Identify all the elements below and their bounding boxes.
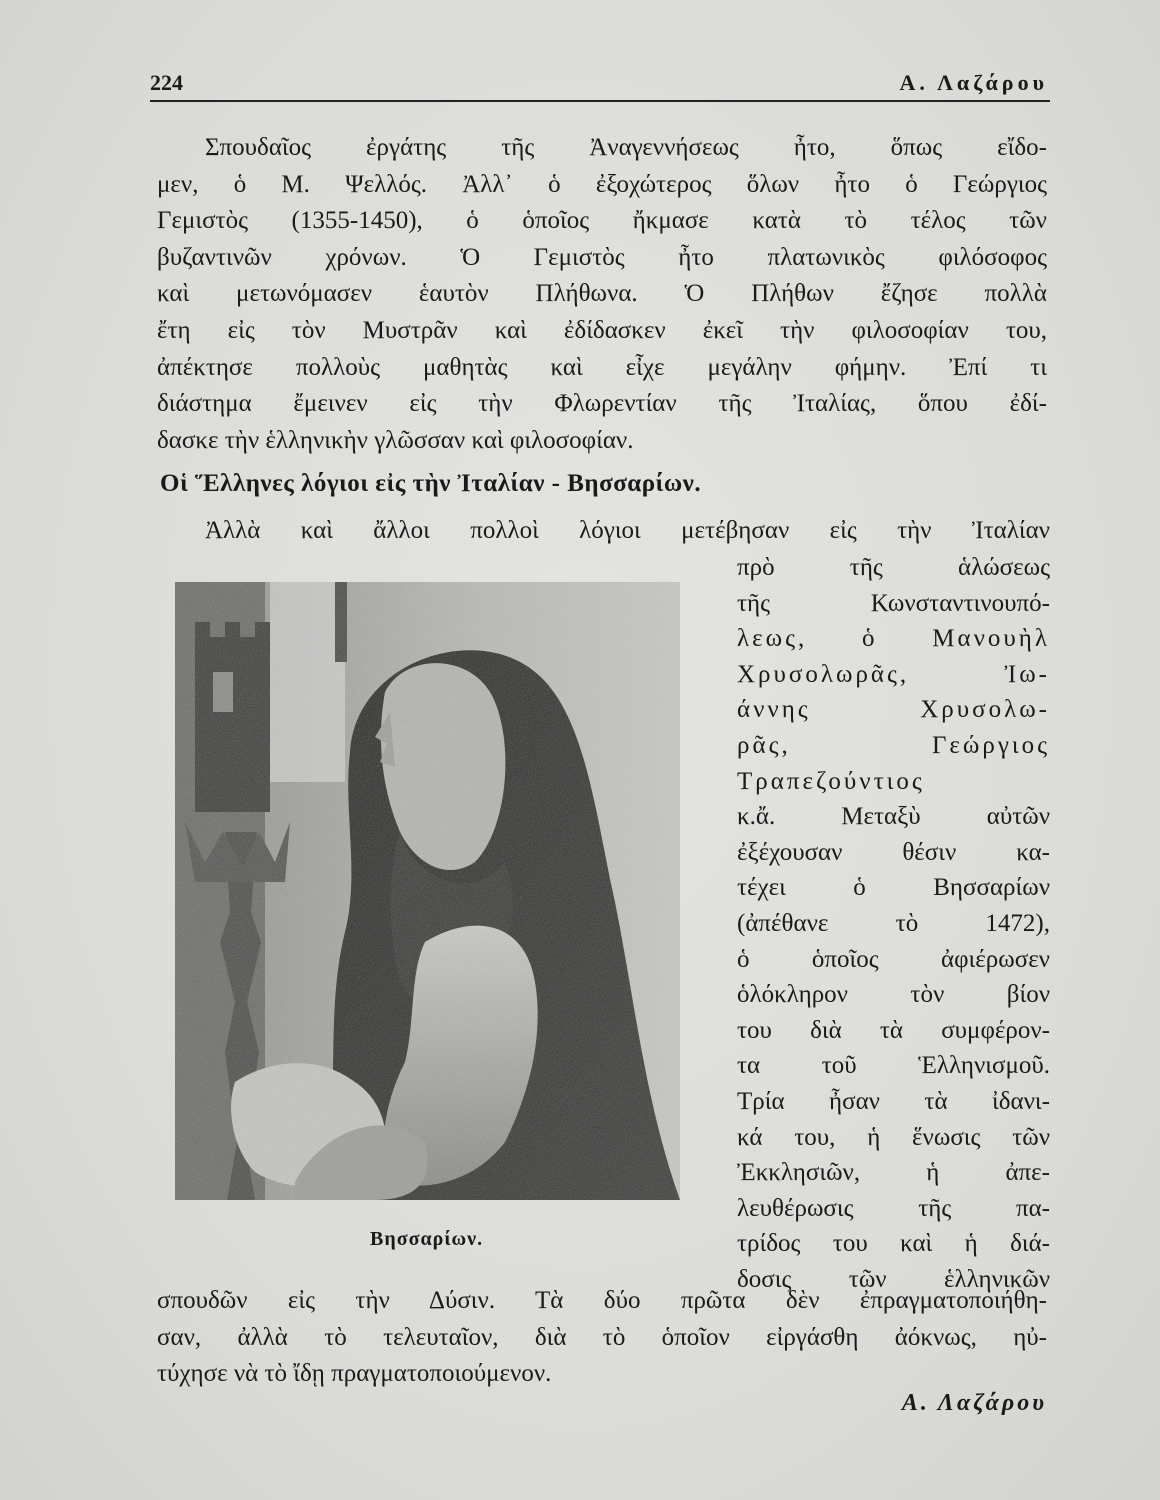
text-line: ρᾶς, Γεώργιος bbox=[737, 731, 1050, 759]
text-line: (ἀπέθανε τὸ 1472), bbox=[737, 909, 1050, 937]
running-head: Α. Λαζάρου bbox=[899, 70, 1048, 95]
page-number: 224 bbox=[150, 70, 183, 95]
author-signature: Α. Λαζάρου bbox=[901, 1390, 1047, 1416]
text-line: διάστημα ἔμεινεν εἰς τὴν Φλωρεντίαν τῆς Ἰταλίας, ὅπου ἐδί- bbox=[157, 390, 1047, 418]
figure-caption: Βησσαρίων. bbox=[370, 1228, 484, 1250]
text-line: Γεμιστὸς (1355-1450), ὁ ὁποῖος ἤκμασε κατὰ τὸ τέλος τῶν bbox=[157, 207, 1047, 235]
text-line: μεν, ὁ Μ. Ψελλός. Ἀλλ᾽ ὁ ἐξοχώτερος ὅλων ἦτο ὁ Γεώργιος bbox=[157, 170, 1047, 198]
text-line: του διὰ τὰ συμφέρον- bbox=[737, 1016, 1050, 1044]
paragraph-2-side-column bbox=[737, 550, 1050, 1297]
text-line: ἐξέχουσαν θέσιν κα- bbox=[737, 838, 1050, 866]
text-line: κά του, ἡ ἕνωσις τῶν bbox=[737, 1123, 1050, 1151]
portrait-illustration bbox=[175, 582, 680, 1200]
text-line: Τρία ἦσαν τὰ ἰδανι- bbox=[737, 1087, 1050, 1115]
section-heading: Οἱ Ἕλληνες λόγιοι εἰς τὴν Ἰταλίαν - Βησσαρίων. bbox=[160, 470, 702, 497]
text-line: ἔτη εἰς τὸν Μυστρᾶν καὶ ἐδίδασκεν ἐκεῖ τὴν φιλοσοφίαν του, bbox=[157, 316, 1047, 344]
text-line: τρίδος του καὶ ἡ διά- bbox=[737, 1230, 1050, 1258]
paragraph-1 bbox=[157, 130, 1047, 459]
text-line: λεως, ὁ Μανουὴλ bbox=[737, 625, 1050, 653]
text-line: Σπουδαῖος ἐργάτης τῆς Ἀναγεννήσεως ἦτο, ὅπως εἴδο- bbox=[205, 134, 1047, 161]
text-line: καὶ μετωνόμασεν ἑαυτὸν Πλήθωνα. Ὁ Πλήθων ἔζησε πολλὰ bbox=[157, 280, 1047, 308]
text-line: σαν, ἀλλὰ τὸ τελευταῖον, διὰ τὸ ὁποῖον εἰργάσθη ἀόκνως, ηὐ- bbox=[157, 1323, 1047, 1351]
text-line: Τραπεζούντιος bbox=[737, 767, 925, 795]
paragraph-2-first-line: Ἀλλὰ καὶ ἄλλοι πολλοὶ λόγιοι μετέβησαν εἰς τὴν Ἰταλίαν bbox=[205, 517, 1050, 544]
text-line: τα τοῦ Ἑλληνισμοῦ. bbox=[737, 1052, 1050, 1080]
text-line: σπουδῶν εἰς τὴν Δύσιν. Τὰ δύο πρῶτα δὲν ἐπραγματοποιήθη- bbox=[157, 1287, 1047, 1314]
text-line: Ἐκκλησιῶν, ἡ ἀπε- bbox=[737, 1159, 1050, 1187]
text-line: πρὸ τῆς ἁλώσεως bbox=[737, 554, 1050, 581]
text-line: τῆς Κωνσταντινουπό- bbox=[737, 589, 1050, 617]
text-line: ἀπέκτησε πολλοὺς μαθητὰς καὶ εἶχε μεγάλην φήμην. Ἐπί τι bbox=[157, 353, 1047, 381]
text-line: λευθέρωσις τῆς πα- bbox=[737, 1194, 1050, 1222]
page-header bbox=[150, 66, 1050, 102]
text-line: τύχησε νὰ τὸ ἴδῃ πραγματοποιούμενον. bbox=[157, 1360, 552, 1388]
portrait-bessarion bbox=[175, 582, 680, 1200]
text-line: δοσις τῶν ἑλληνικῶν bbox=[737, 1265, 1050, 1293]
text-line: Χρυσολωρᾶς, Ἰω- bbox=[737, 660, 1050, 688]
text-line: δασκε τὴν ἑλληνικὴν γλῶσσαν καὶ φιλοσοφίαν. bbox=[157, 426, 634, 454]
text-line: τέχει ὁ Βησσαρίων bbox=[737, 874, 1050, 902]
paragraph-2-tail bbox=[157, 1283, 1047, 1393]
text-line: ὁλόκληρον τὸν βίον bbox=[737, 981, 1050, 1009]
text-line: κ.ἄ. Μεταξὺ αὐτῶν bbox=[737, 803, 1050, 831]
text-line: βυζαντινῶν χρόνων. Ὁ Γεμιστὸς ἦτο πλατωνικὸς φιλόσοφος bbox=[157, 243, 1047, 271]
text-line: άννης Χρυσολω- bbox=[737, 696, 1050, 724]
text-line: ὁ ὁποῖος ἀφιέρωσεν bbox=[737, 945, 1050, 973]
